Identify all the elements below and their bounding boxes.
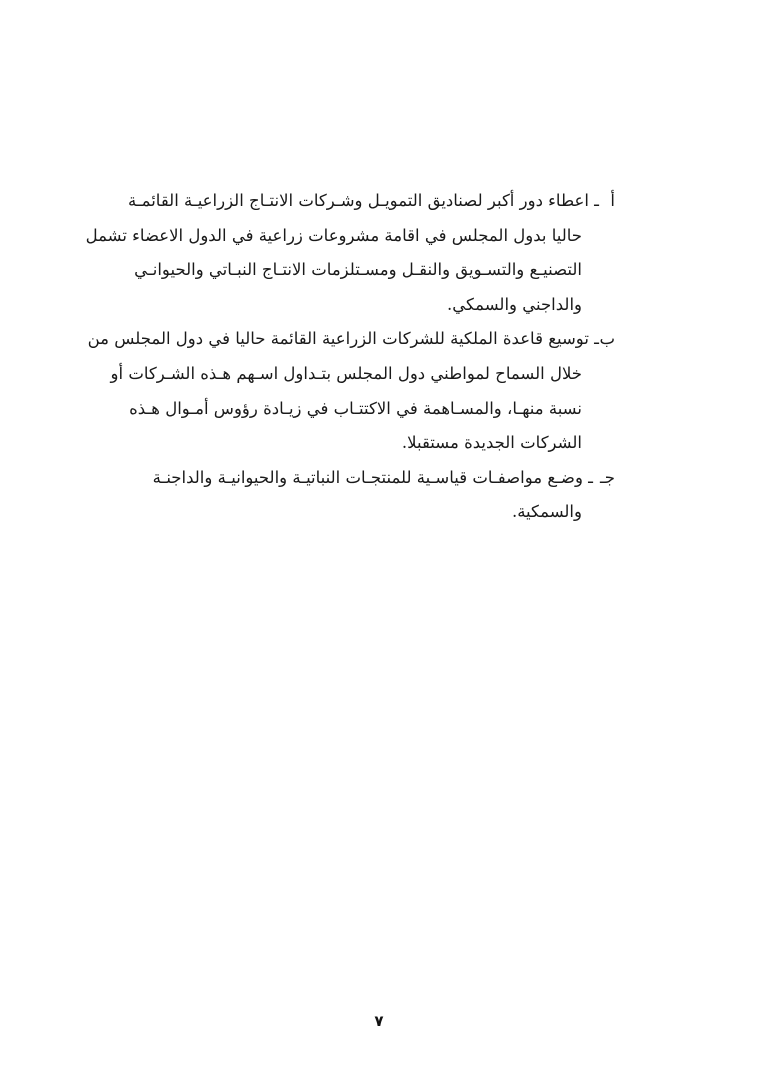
list-item-b-line-3: نسبة منهـا، والمسـاهمة في الاكتتـاب في زيـادة رؤوس أمـوال هـذه (129, 398, 582, 418)
page-number: ٧ (374, 1012, 384, 1030)
list-item-a-text-1: ـ اعطاء دور أكبر لصناديق التمويـل وشـركات الانتـاج الزراعيـة القائمـة (127, 191, 599, 210)
list-item-a-line-1 (127, 184, 615, 219)
document-body (85, 184, 615, 530)
list-item-a-line-4: والداجني والسمكي. (447, 294, 582, 314)
list-item-c-text-1: ـ وضـع مواصفـات قياسـية للمنتجـات النباتيـة والحيوانيـة والداجنـة (152, 467, 593, 487)
list-item-b (87, 322, 615, 460)
list-item-a (85, 184, 615, 322)
list-item-b-line-2: خلال السماح لمواطني دول المجلس بتـداول اسـهم هـذه الشـركات أو (110, 363, 582, 383)
list-item-c-line-1 (152, 461, 615, 496)
list-item-b-line-1 (87, 322, 615, 357)
list-item-b-line-4: الشركات الجديدة مستقبلا. (401, 433, 582, 453)
list-item-b-text-1: ـ توسيع قاعدة الملكية للشركات الزراعية القائمة حاليا في دول المجلس من (87, 329, 599, 349)
list-item-a-line-3: التصنيـع والتسـويق والنقـل ومسـتلزمات الانتـاج النبـاتي والحيوانـي (134, 260, 582, 280)
list-item-c (152, 461, 615, 530)
list-marker-b: ب (599, 329, 615, 349)
list-item-c-line-2: والسمكية. (511, 502, 582, 522)
list-item-a-line-2: حاليا بدول المجلس في اقامة مشروعات زراعية في الدول الاعضاء تشمل (85, 225, 582, 245)
list-marker-c: جـ (599, 467, 615, 487)
list-marker-a: أ (610, 191, 615, 210)
